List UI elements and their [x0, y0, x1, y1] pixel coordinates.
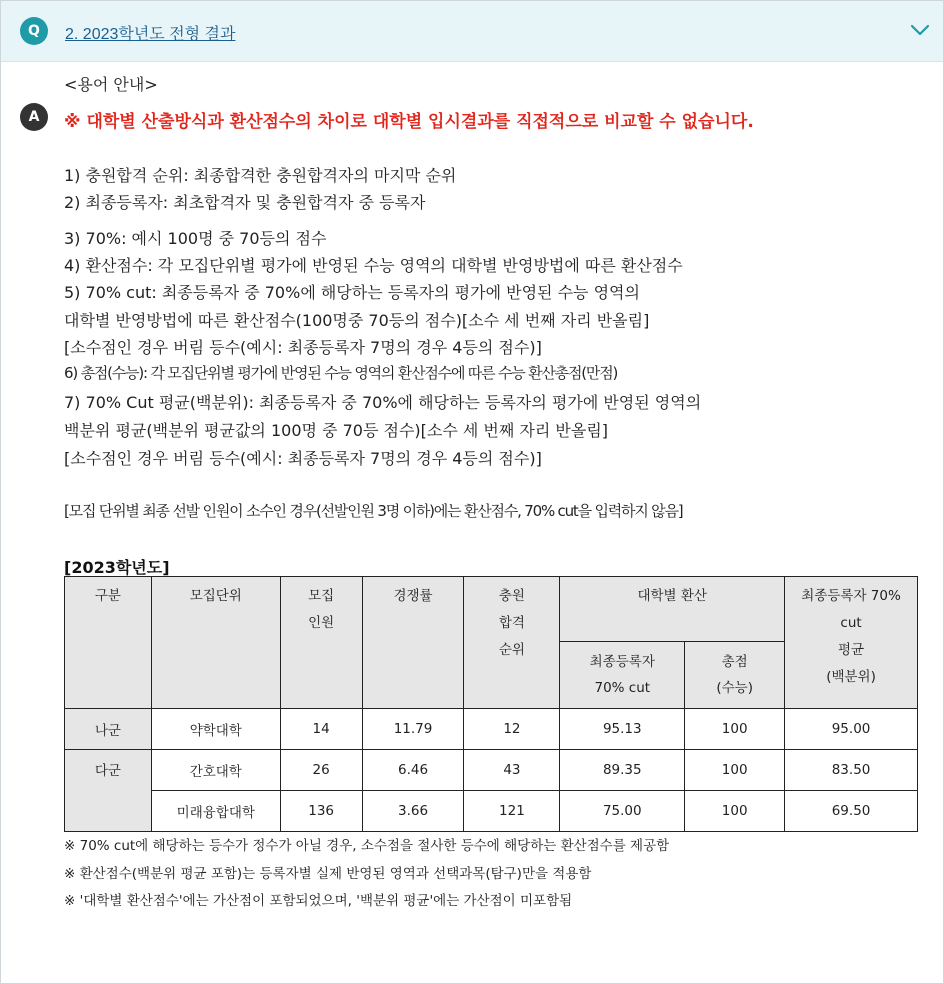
term-line: [소수점인 경우 버림 등수(예시: 최종등록자 7명의 경우 4등의 점수)]: [64, 449, 542, 468]
cell-rank: 12: [464, 709, 560, 750]
cell-cut70: 75.00: [560, 791, 685, 832]
terms-heading: <용어 안내>: [64, 75, 158, 94]
cell-percentile: 83.50: [785, 750, 918, 791]
header-rank: 충원 합격 순위: [464, 577, 560, 709]
cell-unit: 미래융합대학: [151, 791, 280, 832]
header-percentile: 최종등록자 70% cut 평균 (백분위): [785, 577, 918, 709]
term-line: 7) 70% Cut 평균(백분위): 최종등록자 중 70%에 해당하는 등록자의 평가에 반영된 영역의: [64, 393, 702, 412]
header-competition: 경쟁률: [362, 577, 464, 709]
cell-total: 100: [685, 791, 785, 832]
term-line: 6) 총점(수능): 각 모집단위별 평가에 반영된 수능 영역의 환산점수에 따른 수능 환산총점(만점): [64, 364, 618, 382]
term-line: 백분위 평균(백분위 평균값의 100명 중 70등 점수)[소수 세 번째 자리 반올림]: [64, 421, 609, 440]
cell-rank: 121: [464, 791, 560, 832]
term-line: 3) 70%: 예시 100명 중 70등의 점수: [64, 229, 327, 248]
cell-total: 100: [685, 709, 785, 750]
table-row: [65, 709, 918, 750]
cell-percentile: 69.50: [785, 791, 918, 832]
question-badge: Q: [20, 17, 48, 45]
cell-quota: 14: [280, 709, 362, 750]
term-line: 1) 충원합격 순위: 최종합격한 충원합격자의 마지막 순위: [64, 166, 457, 185]
cell-percentile: 95.00: [785, 709, 918, 750]
cell-total: 100: [685, 750, 785, 791]
header-univ-score: 대학별 환산: [560, 577, 785, 642]
cell-quota: 26: [280, 750, 362, 791]
bracket-note: [모집 단위별 최종 선발 인원이 소수인 경우(선발인원 3명 이하)에는 환산점수, 70% cut을 입력하지 않음]: [64, 502, 683, 520]
cell-competition: 6.46: [362, 750, 464, 791]
cell-unit: 약학대학: [151, 709, 280, 750]
question-title-link[interactable]: 2. 2023학년도 전형 결과: [65, 26, 236, 43]
term-line: 4) 환산점수: 각 모집단위별 평가에 반영된 수능 영역의 대학별 반영방법에 따른 환산점수: [64, 256, 683, 275]
results-table: [64, 576, 918, 832]
table-title: [2023학년도]: [64, 558, 170, 577]
cell-unit: 간호대학: [151, 750, 280, 791]
header-total: 총점 (수능): [685, 642, 785, 709]
term-line: 2) 최종등록자: 최초합격자 및 충원합격자 중 등록자: [64, 193, 426, 212]
cell-competition: 3.66: [362, 791, 464, 832]
header-quota: 모집 인원: [280, 577, 362, 709]
warning-text: ※ 대학별 산출방식과 환산점수의 차이로 대학별 입시결과를 직접적으로 비교할 수 없습니다.: [64, 112, 754, 132]
footnote: ※ 70% cut에 해당하는 등수가 정수가 아닐 경우, 소수점을 절사한 등수에 해당하는 환산점수를 제공함: [64, 838, 670, 854]
cell-group: 다군: [65, 750, 152, 832]
question-header[interactable]: [1, 1, 943, 62]
cell-cut70: 89.35: [560, 750, 685, 791]
term-line: 대학별 반영방법에 따른 환산점수(100명중 70등의 점수)[소수 세 번째 자리 반올림]: [64, 311, 650, 330]
cell-quota: 136: [280, 791, 362, 832]
cell-group: 나군: [65, 709, 152, 750]
footnote: ※ 환산점수(백분위 평균 포함)는 등록자별 실제 반영된 영역과 선택과목(탐구)만을 적용함: [64, 866, 592, 882]
header-category: 구분: [65, 577, 152, 709]
term-line: [소수점인 경우 버림 등수(예시: 최종등록자 7명의 경우 4등의 점수)]: [64, 338, 542, 357]
header-unit: 모집단위: [151, 577, 280, 709]
footnote: ※ '대학별 환산점수'에는 가산점이 포함되었으며, '백분위 평균'에는 가산점이 미포함됨: [64, 893, 573, 909]
answer-badge: A: [20, 103, 48, 131]
cell-cut70: 95.13: [560, 709, 685, 750]
cell-competition: 11.79: [362, 709, 464, 750]
cell-rank: 43: [464, 750, 560, 791]
chevron-down-icon[interactable]: [909, 19, 931, 41]
header-final-cut: 최종등록자 70% cut: [560, 642, 685, 709]
table-row: [65, 750, 918, 791]
term-line: 5) 70% cut: 최종등록자 중 70%에 해당하는 등록자의 평가에 반영된 수능 영역의: [64, 283, 640, 302]
table-row: [65, 791, 918, 832]
